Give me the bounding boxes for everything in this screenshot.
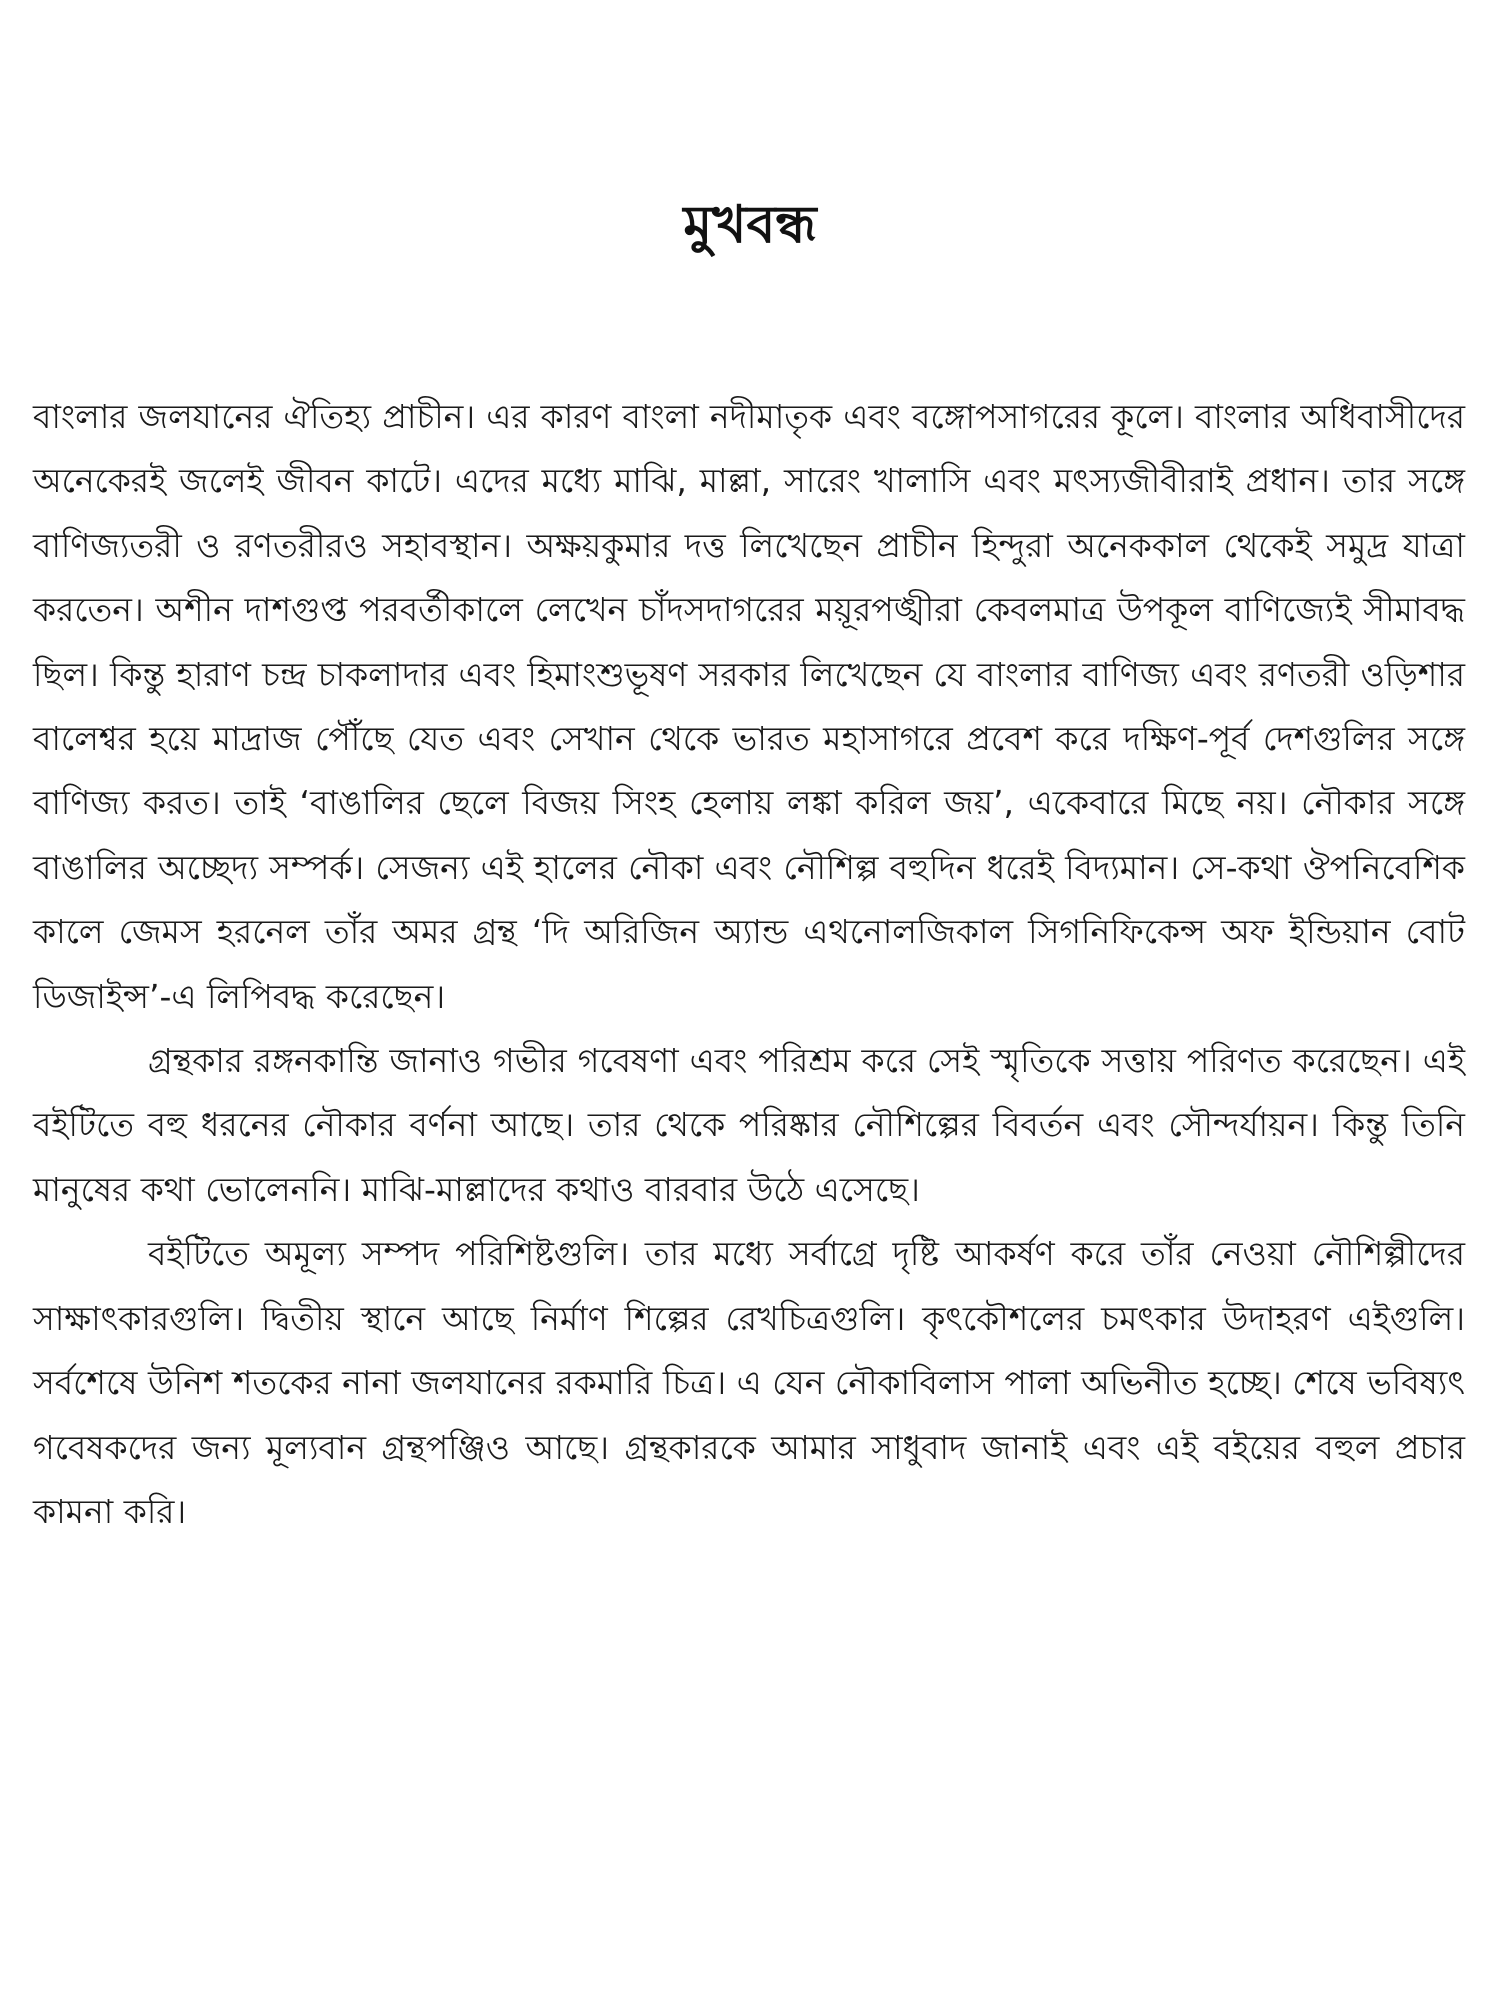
paragraph-1: বাংলার জলযানের ঐতিহ্য প্রাচীন। এর কারণ বাংলা নদীমাতৃক এবং বঙ্গোপসাগরের কূলে। বাংলার অধিবাসীদের অনেকেরই জলেই জীবন কাটে। এদের মধ্যে মাঝি, মাল্লা, সারেং খালাসি এবং মৎস্যজীবীরাই প্রধান। তার সঙ্গে বাণিজ্যতরী ও রণতরীরও সহাবস্থান। অক্ষয়কুমার দত্ত লিখেছেন প্রাচীন হিন্দুরা অনেককাল থেকেই সমুদ্র যাত্রা করতেন। অশীন দাশগুপ্ত পরবর্তীকালে লেখেন চাঁদসদাগরের ময়ূরপঙ্খীরা কেবলমাত্র উপকূল বাণিজ্যেই সীমাবদ্ধ ছিল। কিন্তু হারাণ চন্দ্র চাকলাদার এবং হিমাংশুভূষণ সরকার লিখেছেন যে বাংলার বাণিজ্য এবং রণতরী ওড়িশার বালেশ্বর হয়ে মাদ্রাজ পৌঁছে যেত এবং সেখান থেকে ভারত মহাসাগরে প্রবেশ করে দক্ষিণ-পূর্ব দেশগুলির সঙ্গে বাণিজ্য করত। তাই ‘বাঙালির ছেলে বিজয় সিংহ হেলায় লঙ্কা করিল জয়’, একেবারে মিছে নয়। নৌকার সঙ্গে বাঙালির অচ্ছেদ্য সম্পর্ক। সেজন্য এই হালের নৌকা এবং নৌশিল্প বহুদিন ধরেই বিদ্যমান। সে-কথা ঔপনিবেশিক কালে জেমস হরনেল তাঁর অমর গ্রন্থ ‘দি অরিজিন অ্যান্ড এথনোলজিকাল সিগনিফিকেন্স অফ ইন্ডিয়ান বোট ডিজাইন্স’-এ লিপিবদ্ধ করেছেন।	[33, 397, 1465, 1016]
paragraph-2: গ্রন্থকার রঙ্গনকান্তি জানাও গভীর গবেষণা এবং পরিশ্রম করে সেই স্মৃতিকে সত্তায় পরিণত করেছেন। এই বইটিতে বহু ধরনের নৌকার বর্ণনা আছে। তার থেকে পরিষ্কার নৌশিল্পের বিবর্তন এবং সৌন্দর্যায়ন। কিন্তু তিনি মানুষের কথা ভোলেননি। মাঝি-মাল্লাদের কথাও বারবার উঠে এসেছে।	[33, 1041, 1465, 1209]
paragraph-3: বইটিতে অমূল্য সম্পদ পরিশিষ্টগুলি। তার মধ্যে সর্বাগ্রে দৃষ্টি আকর্ষণ করে তাঁর নেওয়া নৌশিল্পীদের সাক্ষাৎকারগুলি। দ্বিতীয় স্থানে আছে নির্মাণ শিল্পের রেখচিত্রগুলি। কৃৎকৌশলের চমৎকার উদাহরণ এইগুলি। সর্বশেষে উনিশ শতকের নানা জলযানের রকমারি চিত্র। এ যেন নৌকাবিলাস পালা অভিনীত হচ্ছে। শেষে ভবিষ্যৎ গবেষকদের জন্য মূল্যবান গ্রন্থপঞ্জিও আছে। গ্রন্থকারকে আমার সাধুবাদ জানাই এবং এই বইয়ের বহুল প্রচার কামনা করি।	[33, 1234, 1465, 1531]
page-title: মুখবন্ধ	[683, 195, 817, 255]
body-text	[33, 385, 1465, 1544]
